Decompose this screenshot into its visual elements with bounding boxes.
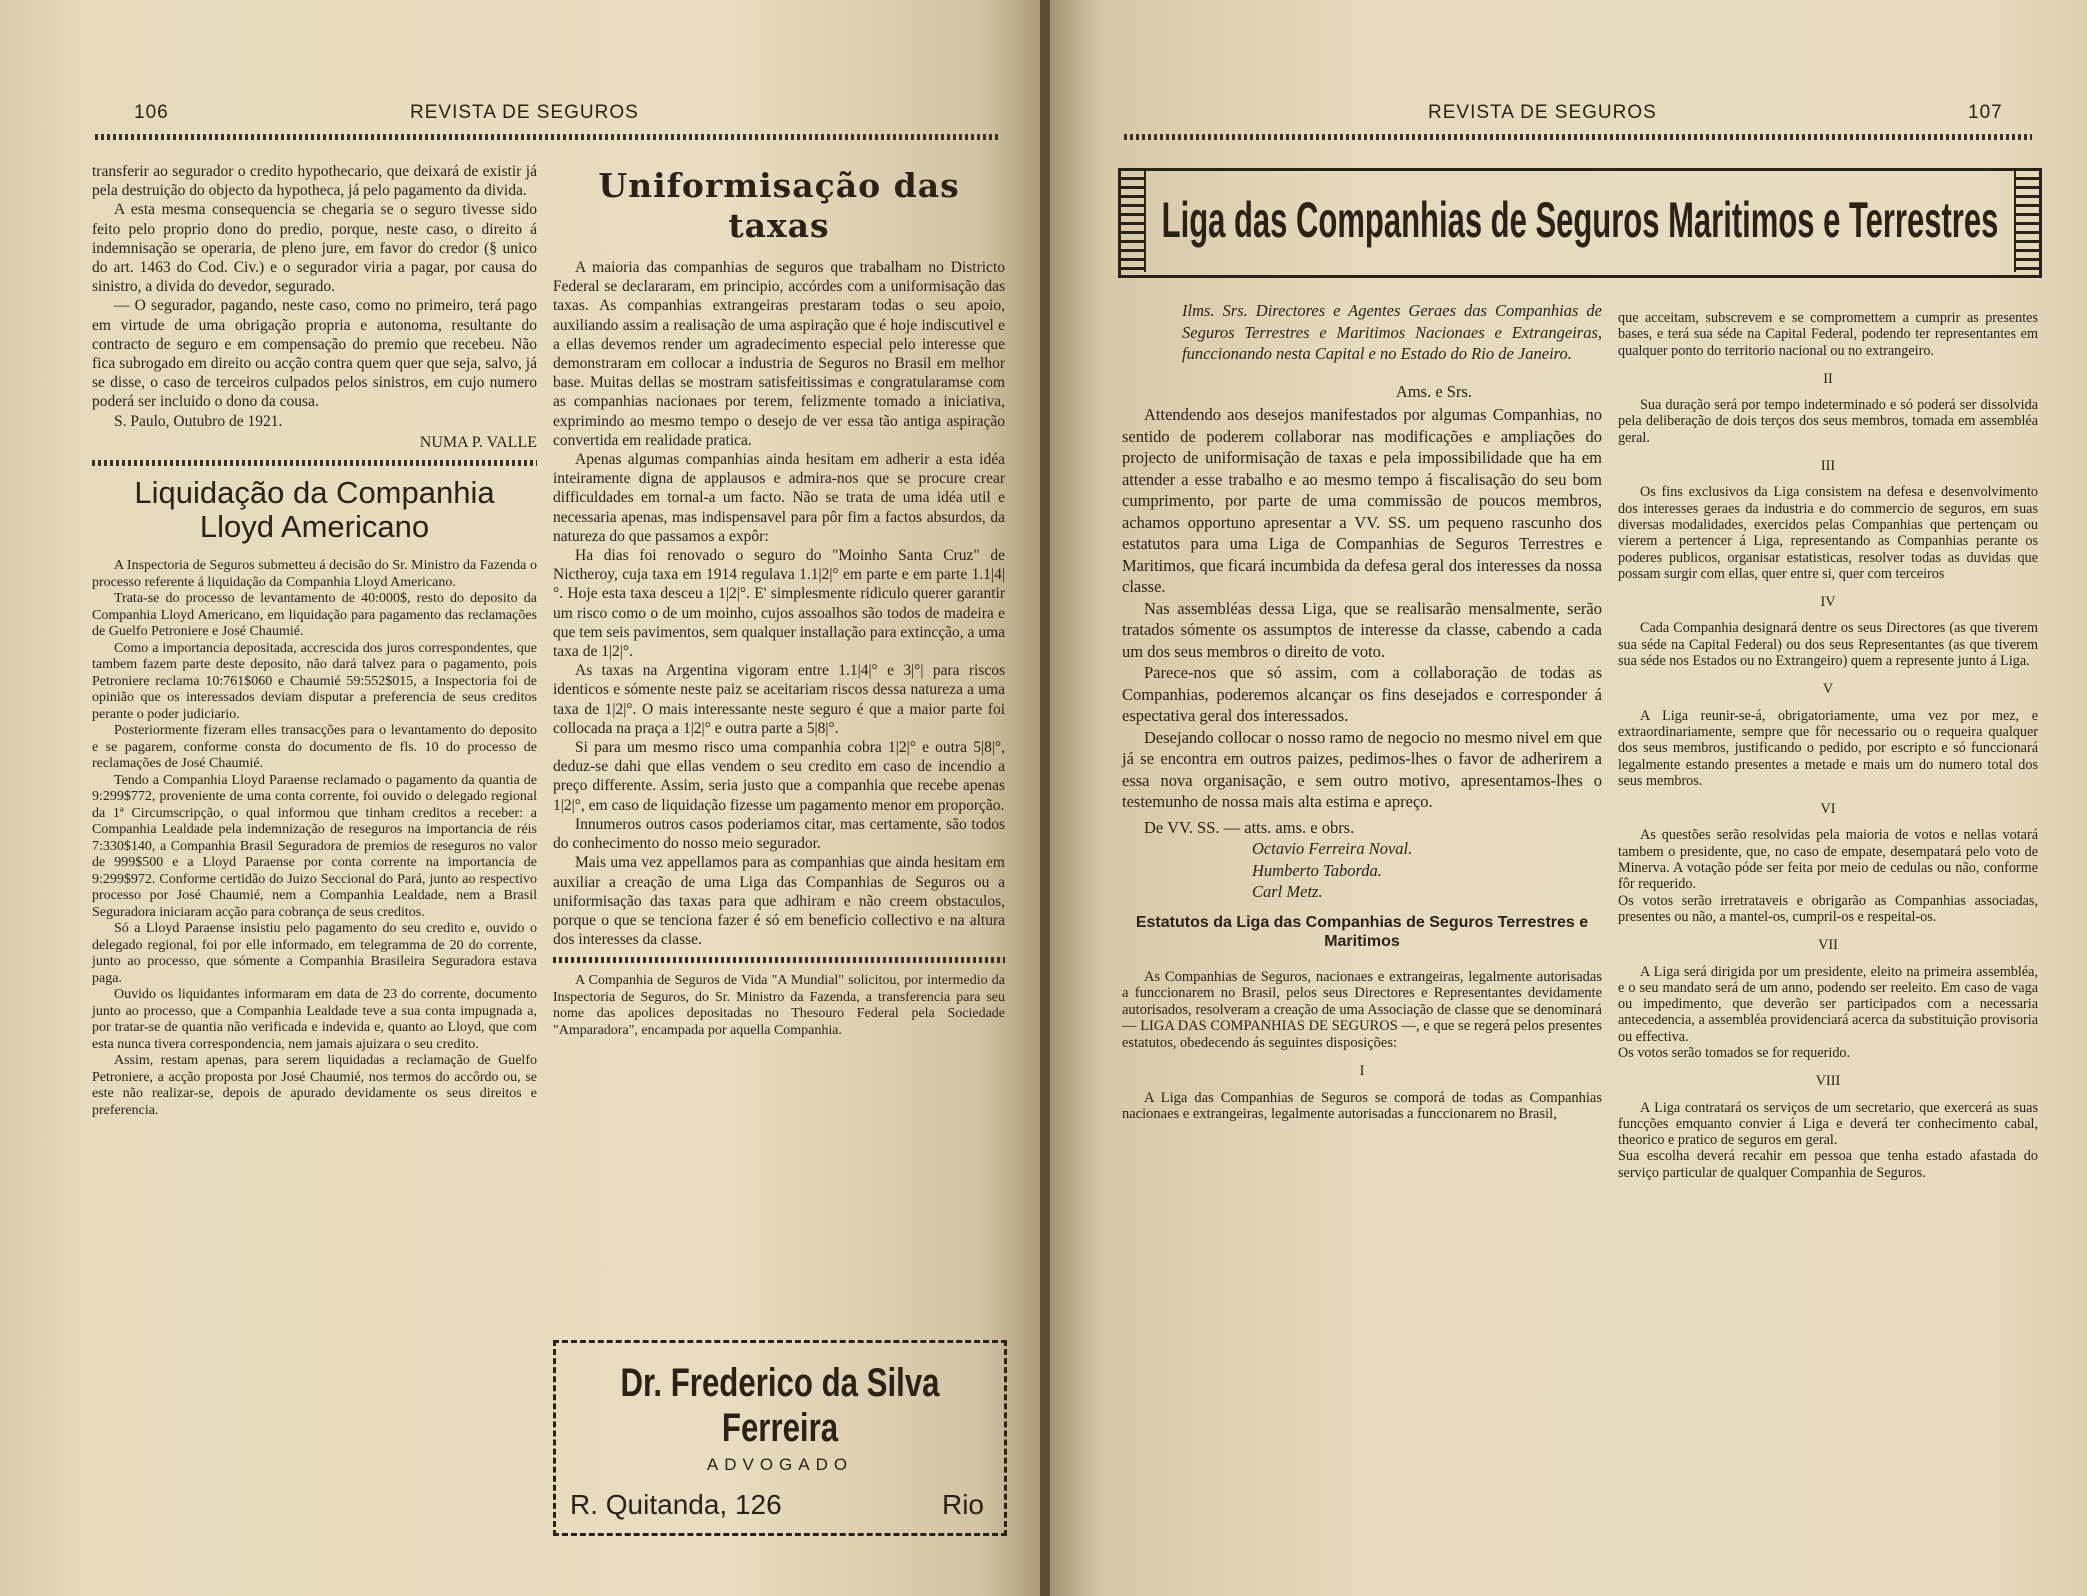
paragraph: Cada Companhia designará dentre os seus Directores (as que tiverem sua séde na Capital Federal) ou dos seus Representantes (as que tiverem sua séde nos Estados ou no Extrangeiro) quem a represente junto á Liga. — [1618, 620, 2038, 670]
paragraph: — O segurador, pagando, neste caso, como no primeiro, terá pago em virtude de uma obrigação propria e autonoma, resultante do contracto de seguro e em compensação do premio que recebeu. Não fica subrogado em direito ou acção contra quem quer que seja, salvo, já se disse, o caso de terceiros culpados pelos sinistros, em cujo numero poderá ser incluido o dono da cousa. — [92, 297, 537, 411]
paragraph: Trata-se do processo de levantamento de 40:000$, resto do deposito da Companhia Lloyd Americano, em liquidação para pagamento das reclamações de Guelfo Petroniere e José Chaumié. — [92, 591, 537, 640]
right-page-number: 107 — [1968, 102, 2003, 123]
paragraph: Posteriormente fizeram elles transacções para o levantamento do deposito e se pagarem, conforme consta do documento de fls. 10 do processo de reclamações de José Chaumié. — [92, 723, 537, 772]
right-col-1 — [1122, 300, 1602, 1123]
paragraph: A Inspectoria de Seguros submetteu á decisão do Sr. Ministro da Fazenda o processo referente á liquidação da Companhia Lloyd Americano. — [92, 558, 537, 590]
paragraph: Só a Lloyd Paraense insistiu pelo pagamento do seu credito e, ouvido o delegado regional, foi por elle informado, em telegramma de 20 do corrente, junto ao processo, que sómente a Companhia Brasileira Seguradora estava paga. — [92, 921, 537, 986]
paragraph: Tendo a Companhia Lloyd Paraense reclamado o pagamento da quantia de 9:299$772, proveniente de uma conta corrente, foi ouvido o delegado regional da 1ª Circumscripção, o qual informou que tinham creditos a receber: a Companhia Lealdade pela indemnização de reseguros na importancia de réis 7:330$140, a Companhia Brasil Seguradora de premios de reseguros no valor de 999$500 e a Lloyd Paraense por conta corrente na importancia de 9:299$972. Conforme certidão do Juizo Seccional do Pará, junto ao respectivo processo por José Chaumié, nem a Companhia Lealdade, nem a Brasil Seguradora iniciaram acção para cobrança de seus creditos. — [92, 772, 537, 920]
paragraph: A Liga será dirigida por um presidente, eleito na primeira assembléa, e o seu mandato será de um anno, podendo ser reeleito. Em caso de vaga ou impedimento, que deverão ser participados com a necessaria antecedencia, a assembléa providenciará acerca da substituição provisoria ou effectiva. Os votos serão tomados se for requerido. — [1618, 963, 2038, 1061]
paragraph: Desejando collocar o nosso ramo de negocio no mesmo nivel em que já se encontra em outros paizes, pedimos-lhes o favor de adherirem a essa nova organisação, e sem outro motivo, apresentamos-lhes o testemunho de nossa mais alta estima e apreço. — [1122, 727, 1602, 811]
statutes-title: Estatutos da Liga das Companhias de Seguros Terrestres e Maritimos — [1135, 913, 1589, 950]
article-number: II — [1823, 370, 1833, 387]
article-number: VII — [1818, 937, 1838, 954]
paragraph: A Companhia de Seguros de Vida "A Mundial" solicitou, por intermedio da Inspectoria de Seguros, do Sr. Ministro da Fazenda, a transferencia para seu nome das apolices depositadas no Thesouro Federal pela Sociedade "Amparadora", encampada por aquella Companhia. — [553, 973, 1005, 1038]
divider — [92, 460, 537, 466]
ad-name: Dr. Frederico da Silva Ferreira — [620, 1361, 940, 1450]
signer: Humberto Taborda. — [1252, 860, 1382, 880]
paragraph: Mais uma vez appellamos para as companhias que ainda hesitam em auxiliar a creação de uma Liga das Companhias de Seguros ou a uniformisação das taxas para que adhiram e não creem obstaculos, porque o que se tenciona fazer é só em beneficio collectivo e na altura dos interesses da classe. — [553, 854, 1005, 949]
article-number: III — [1820, 458, 1836, 475]
paragraph: Como a importancia depositada, accrescida dos juros correspondentes, que tambem fazem parte deste deposito, não dará talvez para o pagamento, pois Petroniere reclama 10:761$060 e Chaumié 59:552$015, a Inspectoria foi de opinião que os interessados deviam disputar a preferencia de seus creditos perante o poder judiciario. — [92, 640, 537, 722]
paragraph: Nas assembléas dessa Liga, que se realisarão mensalmente, serão tratados sómente os assumptos de interesse da classe, cabendo a cada um dos seus membros o direito de voto. — [1122, 598, 1602, 661]
lloyd-article-title: Liquidação da Companhia Lloyd Americano — [134, 475, 495, 545]
closing: De VV. SS. — atts. ams. e obrs. — [1144, 817, 1355, 837]
paragraph: Attendendo aos desejos manifestados por algumas Companhias, no sentido de poderem collaborar nas modificações e ampliações do projecto de uniformisação de taxas e pela impossibilidade que ha em attender a esse trabalho e ao mesmo tempo á fiscalisação do seu bom cumprimento, por parte de uma commissão de poucos membros, achamos opportuno apresentar a VV. SS. um pequeno rascunho dos estatutos para uma Liga de Companhias de Seguros Terrestres e Maritimos, que ficará incumbida da defesa geral dos interesses da nossa classe. — [1122, 405, 1602, 596]
paragraph: As questões serão resolvidas pela maioria de votos e nellas votará tambem o presidente, que, no caso de empate, desempatará pelo voto de Minerva. A votação póde ser feita por meio de cedulas ou não, conforme fôr requerido. Os votos serão irretrataveis e obrigarão as Companhias associadas, presentes ou não, a mantel-os, cumpril-os e respeital-os. — [1618, 827, 2038, 925]
article-number: V — [1822, 681, 1834, 698]
paragraph: Si para um mesmo risco uma companhia cobra 1|2|° e outra 5|8|°, deduz-se dahi que ellas vendem o seu credito em caso de incendio a preço differente. Assim, seria justo que a companhia que recebe apenas 1|2|°, em caso de liquidação fizesse um pagamento menor em proporção. — [553, 739, 1005, 814]
ad-role: ADVOGADO — [706, 1455, 854, 1474]
paragraph: que acceitam, subscrevem e se compromettem a cumprir as presentes bases, e terá sua séde na Capital Federal, podendo ter representantes em qualquer ponto do territorio nacional ou no extrangeiro. — [1618, 310, 2038, 359]
paragraph: A maioria das companhias de seguros que trabalham no Districto Federal se declararam, em principio, accórdes com a uniformisação das taxas. As companhias extrangeiras prestaram todas o seu apoio, auxiliando assim a realisação de uma aspiração que é hoje indiscutivel e a ellas devemos render um agradecimento especial pelo interesse que demonstraram em collocar a industria de Seguros no Brasil em melhor base. Muitas dellas se mostram satisfeitissimas e congratularamse com as companhias nacionaes por terem, felizmente tomado a iniciativa, exprimindo ao mesmo tempo o desejo de ver essa tão antiga aspiração convertida em realidade pratica. — [553, 259, 1005, 449]
paragraph: A Liga das Companhias de Seguros se comporá de todas as Companhias nacionaes e extrangeiras, legalmente autorisadas a funccionarem no Brasil, — [1122, 1089, 1602, 1122]
paragraph: Apenas algumas companhias ainda hesitam em adherir a esta idéa inteiramente digna de applausos e admira-nos que se procure crear difficuldades em tornal-a um facto. Não se trata de uma idéa util e necessaria apenas, mas indispensavel para pôr fim a factos absurdos, da natureza do que passamos a expôr: — [553, 451, 1005, 545]
signer: Octavio Ferreira Noval. — [1252, 839, 1413, 858]
right-col-2 — [1618, 310, 2038, 1181]
paragraph: Os fins exclusivos da Liga consistem na defesa e desenvolvimento dos interesses geraes da industria e do commercio de seguros, em suas diversas modalidades, exercidos pelas Companhias que pertençam ou vierem a pertencer á Liga, representando as Companhias perante os poderes publicos, organisar estatisticas, resolver todas as duvidas que possam surgir com ellas, quer entre si, quer com terceiros — [1618, 484, 2038, 582]
paragraph: A Liga reunir-se-á, obrigatoriamente, uma vez por mez, e extraordinariamente, sempre que fôr necessario ou o requeira qualquer dos seus membros, justificando o pedido, por escripto e só funccionará legalmente estando presentes a metade e mais um do numero total dos seus membros. — [1618, 707, 2038, 789]
ad-address: R. Quitanda, 126 — [570, 1489, 782, 1520]
ad-city: Rio — [941, 1489, 984, 1520]
paragraph: Ha dias foi renovado o seguro do "Moinho Santa Cruz" de Nictheroy, cuja taxa em 1914 regulava 1.1|2|° em parte e em parte 1.1|4|°. Hoje esta taxa desceu a 1|2|°. E' simplesmente ridiculo querer garantir um risco como o de um moinho, cujos assoalhos são todos de madeira e que tem seis pavimentos, sem qualquer installação para extincção, a uma taxa de 1|2|°. — [553, 547, 1005, 661]
article-number: VI — [1820, 801, 1836, 818]
address-to: Ilms. Srs. Directores e Agentes Geraes das Companhias de Seguros Terrestres e Maritimos Nacionaes e Extrangeiras, funccionando nesta Capital e no Estado do Rio de Janeiro. — [1182, 301, 1602, 363]
salutation: Ams. e Srs. — [1395, 381, 1472, 401]
author-signature: NUMA P. VALLE — [419, 433, 537, 451]
paragraph: transferir ao segurador o credito hypothecario, que deixará de existir já pela destruição do objecto da hypotheca, já pelo pagamento da divida. — [92, 163, 537, 200]
paragraph: As Companhias de Seguros, nacionaes e extrangeiras, legalmente autorisadas a funccionarem no Brasil, pelos seus Directores e Representantes devidamente autorisados, resolveram a creação de uma Associação de classe que se denominará — LIGA DAS COMPANHIAS DE SEGUROS —, e que se regerá pelos presentes estatutos, obedecendo ás seguintes disposições: — [1122, 968, 1602, 1051]
divider — [553, 957, 1005, 963]
article-number: VIII — [1815, 1073, 1841, 1090]
left-col-2 — [553, 162, 1005, 1039]
left-page-number: 106 — [134, 102, 169, 123]
paragraph: As taxas na Argentina vigoram entre 1.1|4|° e 3|°| para riscos identicos e sómente neste paiz se aceitariam riscos dessa natureza a uma taxa de 1|2|°. O mais interessante neste seguro é que a maior parte foi collocada na praça a 1|2|° e outra parte a 5|8|°. — [553, 662, 1005, 737]
paragraph: Sua duração será por tempo indeterminado e só poderá ser dissolvida pela deliberação de dois terços dos seus membros, tomada em assembléa geral. — [1618, 397, 2038, 446]
right-running-header: REVISTA DE SEGUROS — [1428, 102, 1657, 123]
paragraph: S. Paulo, Outubro de 1921. — [114, 412, 283, 430]
paragraph: Parece-nos que só assim, com a collaboração de todas as Companhias, poderemos alcançar os fins desejados e corresponder á espectativa geral dos interessados. — [1122, 663, 1602, 725]
article-number: I — [1359, 1063, 1365, 1079]
right-header-rule — [1124, 134, 2032, 140]
lawyer-advertisement — [553, 1340, 1007, 1536]
left-page — [0, 0, 1043, 1596]
paragraph: Assim, restam apenas, para serem liquidadas a reclamação de Guelfo Petroniere, a acção proposta por José Chaumié, nos termos do accôrdo ou, se este não realizar-se, depois de apurado devidamente os seus direitos e preferencia. — [92, 1053, 537, 1118]
liga-banner — [1118, 168, 2042, 278]
paragraph: A esta mesma consequencia se chegaria se o seguro tivesse sido feito pelo proprio dono do predio, porque, neste caso, o direito á indemnisação se operaria, de pleno jure, em favor do credor (§ unico do art. 1463 do Cod. Civ.) e o segurador viria a pagar, por causa do sinistro, a divida do devedor, segurado. — [92, 201, 537, 296]
paragraph: Ouvido os liquidantes informaram em data de 23 do corrente, documento junto ao processo, que a Companhia Lealdade teve a sua conta impugnada a, por tratar-se de quantia não verificada e indevida e, quanto ao Lloyd, que com esta nunca tivera correspondencia, nem jamais ajuizara o seu credito. — [92, 987, 537, 1052]
right-page — [1050, 0, 2087, 1596]
unif-article-title: Uniformisação das taxas — [598, 166, 960, 245]
paragraph: Innumeros outros casos poderiamos citar, mas certamente, são todos do conhecimento do nosso meio segurador. — [553, 815, 1005, 853]
left-running-header: REVISTA DE SEGUROS — [410, 102, 639, 123]
left-header-rule — [95, 134, 1000, 140]
banner-title: Liga das Companhias de Seguros Maritimos e Terrestres — [1161, 192, 1999, 248]
signer: Carl Metz. — [1252, 882, 1323, 901]
paragraph: A Liga contratará os serviços de um secretario, que exercerá as suas funcções emquanto convier á Liga e deverá ter conhecimento cabal, theorico e pratico de seguros em geral. Sua escolha deverá recahir em pessoa que tenha estado afastada do serviço particular de qualquer Companhia de Seguros. — [1618, 1099, 2038, 1181]
left-col-1 — [92, 162, 537, 1119]
article-number: IV — [1820, 594, 1836, 611]
